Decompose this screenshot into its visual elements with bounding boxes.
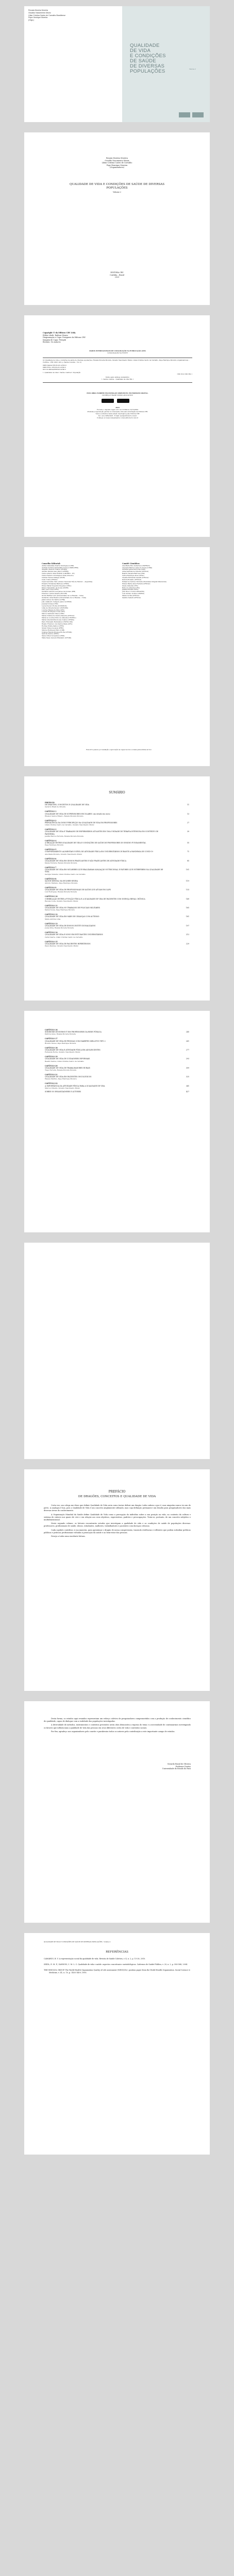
contents-title: QUALIDADE DE VIDA DE CUIDADORES INFORMAIS	[45, 1058, 90, 1060]
references-page	[24, 1933, 210, 2155]
board-member: Guillermo Arias Beatón (Universidade de La Havana – Cuba)	[42, 597, 87, 599]
contents-page-number: 71	[187, 851, 189, 853]
contents-heading-wrap	[45, 791, 189, 794]
contents-page-1	[24, 776, 210, 1001]
contents-page-number: 213	[186, 934, 189, 936]
signature-title: Professor Doutor	[175, 1765, 191, 1768]
board-member: Jailson Alves dos Santos (UFRJ)	[42, 599, 65, 601]
contents-chapter-label: CAPÍTULO 7	[45, 867, 57, 869]
editorial-board	[42, 563, 116, 639]
contents-chapter-label: CAPÍTULO 17	[45, 1038, 58, 1040]
board-member: Ana Maria Rico Gutierrez (UNIFRAN)	[122, 564, 150, 567]
app-promo	[43, 393, 192, 397]
contents-chapter-label: CAPÍTULO 12	[45, 913, 58, 916]
board-member: Janaína Rozana (UFG)	[122, 588, 139, 591]
contents-entry[interactable]	[45, 1029, 189, 1035]
board-member: João Bosco Costa (UNIVATES)	[122, 590, 144, 593]
board-member: Elizete Maria Alves Ferreira (UFSCar)	[122, 582, 151, 585]
contents-page-number: 133	[186, 889, 189, 891]
contents-page-number: 293	[186, 1058, 189, 1060]
copyright-block	[43, 332, 192, 344]
contents-authors: Gerardo Brasil de Oliveira	[45, 806, 66, 808]
contents-chapter-label: CAPÍTULO 8	[45, 877, 57, 880]
cover-author: Lilian Cristina Castro de Carvalho Brasiliense	[28, 14, 66, 16]
contents-entry[interactable]	[45, 867, 189, 875]
editor-name: Pepe Henrique Moreira	[106, 164, 128, 166]
board-member: Aldira Guimarães Duarte Domínguez (UNB)	[42, 564, 74, 567]
board-member: Maria Cecília (UFSCar)	[122, 595, 140, 597]
contents-entry[interactable]	[45, 858, 189, 864]
contents-authors: Daniel Souza, Pepe Henrique Moreira	[45, 909, 75, 911]
cover-page	[24, 6, 210, 122]
board-member: Carlos Henrique Alves (UFAL)	[122, 574, 144, 577]
running-head-text: QUALIDADE DE VIDA E CONDIÇÕES DE SAÚDE DE DIVERSAS POPULAÇÕES - Volume 2	[44, 1941, 111, 1943]
contents-chapter-label: CAPÍTULO 14	[45, 931, 58, 934]
reference-item: CAMARGO, B. V. A representação social da qualidade de vida. Revista de Saúde Coletiva, v. 4, n. 2, p. 15-28, 2010.	[44, 1958, 146, 1960]
contents-entry[interactable]	[45, 931, 189, 938]
app-note: CONHEÇA E BAIXE NOSSO APLICATIVO!	[102, 394, 133, 396]
series-logo	[192, 112, 204, 117]
contents-chapter-label: CAPÍTULO 20	[45, 1064, 58, 1067]
contents-authors: Fernanda Rocha, Osvaldo Nascimento Muniz	[45, 1051, 80, 1054]
rights-year: 2023	[115, 406, 120, 409]
board-member: Antônio Pereira Gaio Júnior (UFRRJ)	[42, 570, 69, 573]
references-heading: REFERÊNCIAS	[106, 1951, 128, 1954]
preface-heading-wrap	[45, 1490, 189, 1499]
board-member: Élsio José Corá (UFFS)	[42, 588, 59, 591]
board-member: Lourdes Helena da Silva (UFV)	[42, 608, 65, 611]
contents-title: A RELAÇÃO ENTRE QUALIDADE DE VIDA E CONDIÇÕES DE SAÚDE DE PROFESSORES DO ENSINO FUNDAMENTAL	[45, 842, 146, 844]
board-member: Edmarcus Cardoso Ferreira (Faculdade Integral Diferencial)	[122, 580, 166, 583]
contents-authors: Elielson Santos Ribeiro, Renata Moreira Moreira	[45, 815, 83, 817]
rights-deposit: Foi feito o depósito legal conf. Lei 10.994 de 14/12/2004	[96, 408, 139, 411]
contents-authors: Carla Duarte, Lilian Cristina Castro de Carvalho	[45, 936, 83, 938]
board-member: Sandra Castelli (UFSCar)	[122, 597, 141, 599]
preface-paragraph: Desta forma, os estudos aqui reunidos representam um esforço coletivo de pesquisadores comprometidos com a produção de conhecimento científico de qualidade, capaz de dialogar com a realidade das populações investigadas.	[44, 1718, 191, 1723]
cover-title-line: DE VIDA	[130, 48, 151, 54]
contents-chapter-label: PREFÁCIO	[45, 802, 55, 804]
board-member: Carlos Federico Dominguez Avila (Unieuro)	[42, 574, 74, 577]
contents-entry[interactable]	[45, 1082, 189, 1089]
contents-entry[interactable]	[45, 849, 189, 855]
board-page	[24, 547, 210, 766]
publisher: EDITORA CRV	[110, 272, 124, 274]
contents-entry[interactable]	[45, 840, 189, 846]
preface-paragraph: A Organização Mundial da Saúde define Qualidade de Vida como a percepção do indivíduo sobre a sua posição na vida, no contexto da cultura e sistema de valores nos quais ele vive e em relação aos seus objetivos, expectativas, padrões e preocupações. Trata-se, portanto, de um conceito subjetivo e multidimensional.	[44, 1513, 191, 1521]
contents-entry[interactable]	[45, 828, 189, 837]
contents-page-number: 341	[186, 1084, 189, 1087]
contents-page-number: 101	[186, 869, 189, 871]
rights-block	[43, 407, 192, 419]
title-page	[24, 132, 210, 305]
contents-entry[interactable]	[45, 1047, 189, 1053]
board-member: Claudia Fernanda Casselli (UFSCar)	[122, 577, 149, 579]
board-member: Tadeu Oliver Gonçalves (UFPA)	[42, 635, 65, 637]
peer-review-note	[42, 749, 196, 751]
contents-entry[interactable]	[45, 802, 189, 808]
contents-title: A IMPORTÂNCIA DA ATIVIDADE FÍSICA PARA A QUALIDADE DE VIDA	[45, 1084, 105, 1087]
board-member: Tânia Suely Azevedo Brasileiro (UFOPA)	[42, 637, 72, 639]
contents-title: QUALIDADE DE VIDA E ATIVIDADE FÍSICA EM ADOLESCENTES	[45, 1049, 101, 1052]
contents-entry[interactable]	[45, 905, 189, 911]
contents-title: SINDROME DE BURNOUT EM PROFESSORES DA REDE PÚBLICA	[45, 1031, 102, 1033]
board-member: Renato Francisco dos Santos Paula (UFG)	[42, 622, 73, 625]
preface-paragraph: Cada capítulo contribui, à sua maneira, para aproximar o dragão de nossa compreensão, trazendo evidências e reflexões que podem subsidiar políticas públicas e práticas profissionais voltadas à promoção da saúde e ao bem-estar das pessoas.	[44, 1529, 191, 1534]
contents-title: QUALIDADE DE VIDA E TRABALHO DE ENFERMEIROS ATUANTES EM UMA UNIDADE DE TERAPIA INTENSIVA EM CONTEXTO DE PANDEMIA	[45, 831, 158, 835]
cover-title-line: QUALIDADE	[130, 43, 160, 48]
contents-page-number: 149	[186, 897, 189, 900]
references-heading-wrap	[45, 1951, 189, 1954]
publisher-logo	[179, 112, 190, 117]
contents-title: QUALIDADE DE VIDA DE PACIENTES HIPERTENSOS	[45, 942, 91, 945]
contents-chapter-label: CAPÍTULO 3	[45, 828, 57, 831]
contents-list	[45, 799, 189, 948]
contents-title: QUALIDADE DE VIDA DE IDOSOS INSTITUCIONALIZADOS	[45, 924, 96, 927]
contents-authors: Geórgia Teixeira, Lilian Cristina Castro de Carvalho	[45, 873, 86, 875]
contents-page-2	[24, 1011, 210, 1232]
board-member: Marcos Sarmento Melo (UFPI)	[42, 613, 64, 615]
reference-item: SEIDL, E. M. F.; ZANNON, C. M. L. C. Qualidade de vida e saúde: aspectos conceituais e metodológicos. Cadernos de Saúde Pública, v. 20, n. 2, p. 580-588, 2004.	[44, 1963, 188, 1965]
contents-authors: Paulo Mendes, Osvaldo Nascimento Muniz	[45, 944, 78, 947]
board-member: Celso Conti (UFSCar)	[42, 578, 58, 581]
title-page-title	[60, 183, 174, 194]
contents-title: PREVALÊNCIA DA DOR E PERCEPÇÃO DA QUALIDADE DE VIDA EM PROFESSORES	[45, 822, 118, 824]
contents-row	[45, 831, 189, 835]
classification: CDU 614 CDD 362.1	[177, 373, 192, 376]
signature-institution: Universidade do Estado do Pará	[162, 1768, 191, 1770]
cover-title-line: POPULAÇÕES	[130, 69, 165, 74]
contents-title: SAÚDE MENTAL NA MULHER NEGRA	[45, 879, 78, 882]
cover-title-line: DE DIVERSAS	[130, 63, 165, 69]
board-member: Cesar Gerónimo Tello (Univer. Nacional Três de Febrero – Argentina)	[42, 580, 93, 583]
contents-authors: Pepe Henrique Moreira	[45, 844, 63, 846]
preface-paragraph: Por fim, agradeço aos organizadores pelo convite e parabenizo todos os autores pela contribuição a este importante campo de estudos.	[51, 1730, 175, 1733]
contents-page-number: 85	[187, 859, 189, 862]
keywords: 1. Qualidade de vida 2. Saúde coletiva 3. População	[43, 371, 81, 374]
board-member: Josania Portela (UFPI)	[42, 602, 58, 605]
contents-title: QUALIDADE DE VIDA EM PACIENTES ONCOLÓGICOS	[45, 1076, 92, 1078]
image-credit: Imagem de Capa: Freepik	[43, 338, 66, 341]
preface-heading: PREFÁCIO	[108, 1490, 126, 1494]
contents-chapter-label: CAPÍTULO 16	[45, 1029, 58, 1031]
index-body: 1. Saúde coletiva – Qualidade de vida 362.1	[101, 378, 134, 381]
contents-page-number: 277	[186, 1049, 189, 1052]
cip-body: Q1 Qualidade de vida e condições de saúde de diversas populações / Renata Moreira Moreira, Osvaldo Nascimento Muniz, Lilian Cristina Castro de Carvalho, Pepe Henrique Moreira (organizadores) – Curitiba : CRV, 2023. 432 p. (Saúde Coletiva – Vol. 2)	[43, 359, 190, 363]
contents-entry[interactable]	[45, 923, 189, 929]
board-member: Eduardo Fernandes Barbosa (UFMG)	[42, 582, 69, 585]
board-member: Lídia de Oliveira Xavier (UNIEURO)	[42, 606, 69, 609]
board-member: Andréia da Silva Quintanilha Sousa (UNIR/UFRN)	[42, 566, 79, 569]
cip-title: DADOS INTERNACIONAIS DE CATALOGAÇÃO NA PUBLICAÇÃO (CIP)	[89, 350, 146, 352]
contents-page-number: 197	[186, 924, 189, 927]
board-member: Anselmo Alencar Colares (UFOPA)	[42, 568, 67, 571]
contents-title: QUALIDADE DE VIDA DE SUPERVISORES ESCOLARES: um estudo em curso	[45, 812, 110, 815]
contents-title: QUALIDADE DE VIDA EM IDOSOS PRATICANTES E NÃO PRATICANTES DE ATIVIDADE FÍSICA	[45, 859, 126, 862]
contents-heading: SUMÁRIO	[109, 791, 125, 794]
contents-chapter-label: CAPÍTULO 9	[45, 887, 57, 889]
contents-chapter-label: CAPÍTULO 4	[45, 839, 57, 842]
contents-entry[interactable]	[45, 941, 189, 947]
board-member: Elione Maria Nogueira Diogenes (UFAL)	[42, 584, 72, 587]
board-member: Simone Rodrigues Pinto (UNB)	[42, 629, 65, 631]
title-page-imprint	[45, 272, 189, 279]
copyright-page	[24, 315, 210, 537]
board-member: Andréia Aparecida Sousa (USP)	[122, 568, 146, 571]
contents-entry[interactable]	[45, 895, 189, 902]
contents-entry[interactable]	[45, 1091, 189, 1093]
board-member: Solange Helena Ximenes-Rocha (UFOPA)	[42, 631, 72, 633]
contents-authors: Antonio Mariano, Pepe Henrique Moreira	[45, 882, 78, 885]
contents-row	[45, 1091, 189, 1093]
website: Conheça os nossos lançamentos: www.editoracrv.com.br	[96, 416, 139, 419]
board-member: Rodrigo Pratte-Santos (UFES)	[42, 624, 64, 627]
contents-page-number: 245	[186, 1031, 189, 1033]
contents-authors: Maria Antônia Lima	[45, 918, 61, 920]
contents-authors: Ravena Costa, Osvaldo Nascimento Muniz	[45, 900, 78, 902]
contents-entry[interactable]	[45, 887, 189, 893]
editor-name: Osvaldo Nascimento Muniz	[105, 159, 129, 162]
index-title: Índice para catálogo sistemático	[105, 376, 130, 379]
contents-page-number: 309	[186, 1066, 189, 1069]
contents-page-number: 325	[186, 1076, 189, 1078]
contents-page-number: 39	[187, 831, 189, 833]
contents-authors: Lilian Cristina Castro de Carvalho, Osvaldo Nascimento Muniz	[45, 824, 94, 826]
board-member: Carlos Alberto Vilar Estêvão (UMINHO – PT)	[42, 572, 75, 575]
cover-author: (Orgs.)	[28, 19, 35, 22]
contents-page-number: 55	[187, 842, 189, 844]
rights-reserved: Todos os direitos desta edição reservados pela: Editora CRV	[95, 412, 140, 415]
running-head	[44, 1941, 191, 1943]
contents-title: QUALIDADE DE VIDA DE PROFISSIONAIS DE SAÚDE QUE ATUAM EM CAPS	[45, 889, 111, 891]
preface-subheading: DE DRAGÕES, CONCEITOS E QUALIDADE DE VIDA	[78, 1495, 156, 1498]
google-play-badge[interactable]	[117, 399, 129, 403]
contents-authors: Ana Paula Moreira, Osvaldo Nascimento Muniz	[45, 853, 82, 855]
isbn-print: ISBN Físico 978-65-251-4796-3	[43, 366, 66, 368]
preface-paragraph: Desejo a todos uma excelente leitura.	[51, 1535, 86, 1538]
editor-name: Renata Moreira Moreira	[106, 157, 128, 159]
contents-chapter-label: CAPÍTULO 21	[45, 1074, 58, 1076]
contents-chapter-label: CAPÍTULO 22	[45, 1082, 58, 1085]
signature-name: Gerardo Brasil de Oliveira	[167, 1763, 191, 1765]
contents-chapter-label: CAPÍTULO 19	[45, 1056, 58, 1058]
board-member: Carmen Tereza Velanga (UNIR)	[42, 577, 65, 579]
contents-page-number: 229	[186, 942, 189, 945]
contents-authors: Marcos Oliveira, Osvaldo Nascimento Muniz	[45, 1087, 80, 1089]
contents-chapter-label: CAPÍTULO 5	[45, 849, 57, 851]
preface-page	[24, 1469, 210, 1691]
rights-prohibited: Proibida a reprodução parcial ou total desta obra sem autorização da Editora CRV	[87, 410, 148, 413]
cover-volume: Volume 2	[189, 68, 196, 70]
contents-authors: Tiago Ferreira, Renata Moreira Moreira	[45, 1069, 77, 1072]
contents-page-number: 165	[186, 907, 189, 909]
contents-entry[interactable]	[45, 810, 189, 817]
contents-page-number: 427	[186, 1090, 189, 1093]
contents-title: DE DRAGÕES, CONCEITOS E QUALIDADE DE VIDA	[45, 804, 89, 806]
board-member: Gloria Fariñas León (Universidade de La Havana – Cuba)	[42, 595, 84, 597]
contents-authors: Jeniffer Barros Ferreira, Renata Moreira Moreira	[45, 835, 83, 837]
contents-title: COMPORTAMENTO ALIMENTAR E NÍVEL DE ATIVIDADE FÍSICA EM UNIVERSITÁRIOS DURANTE A PANDEMIA DE COVID-19	[45, 851, 153, 853]
contents-page-number: 261	[186, 1040, 189, 1042]
contents-chapter-label: CAPÍTULO 10	[45, 895, 58, 898]
place: Curitiba – Brasil	[109, 274, 125, 276]
board-member: Leonel Severo Rocha (UNISINOS)	[42, 604, 67, 607]
editorial-board-title: Conselho Editorial:	[42, 563, 61, 565]
digital-note: ESTA OBRA TAMBÉM ENCONTRA-SE DISPONÍVEL EM FORMATO DIGITAL.	[87, 392, 148, 394]
contents-title: SOBRE OS ORGANIZADORES E AUTORES	[45, 1090, 81, 1093]
doi: DOI 10.24824/978652514796.3	[43, 368, 66, 370]
board-member: Sydione Santos (UEPG)	[42, 633, 59, 635]
book-volume: Volume 2	[113, 191, 121, 194]
cip-header	[43, 350, 192, 354]
editor-role: (Organizadores)	[110, 166, 124, 169]
contents-entry[interactable]	[45, 878, 189, 884]
cover-authors	[28, 9, 65, 22]
board-member: Beatriz Teixeira Barrosa (USP)	[122, 572, 145, 575]
board-member: João Adalberto Campato Junior (UNESP)	[42, 600, 72, 603]
cover-title-line: E CONDIÇÕES	[130, 53, 166, 59]
contents-authors: Beatriz Santos, Lilian Cristina Castro de Carvalho	[45, 1060, 85, 1062]
board-member: Luciano Rodrigues Costa (UFV)	[42, 611, 65, 613]
board-member: Maria de Lourdes Pinto de Almeida (UNOESC)	[42, 617, 76, 619]
contents-entry[interactable]	[45, 820, 189, 826]
editor-chief: Editor-chefe: Railson Moura	[43, 334, 68, 336]
contents-authors: Patrícia Alves, Renata Moreira Moreira	[45, 1033, 76, 1036]
board-member: Francisco Carlos Duarte (PUC-PR)	[42, 592, 67, 595]
copyright: Copyright © da Editora CRV Ltda.	[43, 332, 76, 334]
preface-body	[44, 1504, 191, 1539]
revision-credit: Revisão: Os Autores	[43, 341, 61, 344]
peer-review-text: Este livro passou por avaliação e aprovação às cegas de dois ou mais pareceristas ad hoc.	[86, 749, 152, 751]
board-member: Débora Bonadio (UFSCar)	[122, 578, 142, 581]
board-member: Maria Lília Imbiriba Sousa Colares (UFOPA)	[42, 619, 74, 621]
board-member: Paulo Romualdo Hernandes (UNIFAL-MG)	[42, 620, 73, 623]
contents-entry[interactable]	[45, 1038, 189, 1044]
contents-chapter-label: CAPÍTULO 18	[45, 1046, 58, 1049]
cover-title-line: DE SAÚDE	[130, 58, 156, 64]
editor-name: Lilian Cristina Castro de Carvalho	[102, 162, 132, 164]
scientific-committee-title: Comitê Científico:	[122, 563, 140, 565]
diagram-credit: Diagramação e Capa: Designers da Editora CRV	[43, 336, 86, 339]
cover-author: Osvaldo Nascimento Muniz	[28, 11, 51, 14]
contents-page-number: 11	[187, 804, 189, 806]
title-page-editors	[45, 157, 189, 169]
contents-title: QUALIDADE DE VIDA DE PESSOAS COM DIABETES MELLITUS TIPO 2	[45, 1040, 106, 1042]
contents-chapter-label: CAPÍTULO 15	[45, 940, 58, 943]
preface-paragraph: Certa vez, um colega me disse que definir Qualidade de Vida seria como tentar definir um dragão: todos sabem o que é, mas ninguém nunca viu um de perto. A analogia é boa, pois a Qualidade de Vida é um conceito amplamente utilizado, mas cuja definição permanece um desafio para pesquisadores das mais diversas áreas do conhecimento.	[44, 1504, 191, 1512]
board-member: Fernando Antônio Gonçalves Alcoforado (IPB)	[42, 590, 76, 593]
preface-page-2	[24, 1701, 210, 1923]
board-member: Elizeu Clementino de Souza (UNEB)	[42, 586, 69, 589]
board-member: Luiz Antonio Gomes (UNIRIO)	[122, 592, 144, 595]
preface-paragraph: A diversidade de métodos, instrumentos e contextos presentes nesta obra demonstra a riqueza do tema e a necessidade de continuarmos investigando os fatores que influenciam a qualidade de vida das pessoas em seus diferentes ciclos de vida e contextos sociais.	[44, 1724, 191, 1729]
blank-page	[24, 1243, 210, 1459]
contents-entry[interactable]	[45, 1074, 189, 1080]
preface-paragraph: Neste segundo volume, os leitores encontrarão estudos que investigam a qualidade de vida e as condições de saúde de populações diversas: professores, profissionais de saúde, idosos, estudantes, mulheres, trabalhadores e pacientes com doenças crônicas.	[44, 1522, 191, 1528]
contents-title: QUALIDADE DE VIDA EM MÃES DE CRIANÇAS COM AUTISMO	[45, 916, 99, 918]
preface-signature	[44, 1763, 191, 1770]
reference-item: THE WHOQOL GROUP. The World Health Organization Quality of Life assessment (WHOQOL): position paper from the World Health Organization. Social Science & Medicine, v. 41, n. 10, p. 1403-1409, 1995.	[44, 1969, 190, 1974]
preface-body-continued	[44, 1718, 191, 1734]
contents-title: CORRELAÇÃO ENTRE A FUNÇÃO FÍSICA E A QUALIDADE DE VIDA DE PACIENTES COM DOENÇA RENAL CRÔNICA	[45, 897, 145, 900]
references-list	[44, 1958, 191, 1977]
contents-page-number: 27	[187, 822, 189, 824]
contents-page-number: 119	[186, 879, 189, 882]
year: 2023	[114, 276, 120, 279]
contents-entry[interactable]	[45, 1065, 189, 1071]
board-member: Ana Sara Barros Lemes de Souza (UEPA)	[122, 566, 153, 569]
cover-author: Renata Moreira Moreira	[28, 9, 48, 11]
contents-chapter-label: CAPÍTULO 11	[45, 904, 58, 907]
contents-authors: Luiz Rodrigues, Renata Moreira Moreira	[45, 891, 77, 893]
contents-title: QUALIDADE DE VIDA DE TRABALHADORES RURAIS	[45, 1066, 90, 1069]
cip-subtitle: CATALOGAÇÃO NA FONTE	[107, 351, 128, 354]
contents-authors: Helena Martins, Pepe Henrique Moreira	[45, 1078, 77, 1080]
contents-title: QUALIDADE DE VIDA EM MULHERES QUE REALIZARAM AVALIAÇÃO NUTRICIONAL E FATORES QUE INTERFEREM NA QUALIDADE DE VIDA	[45, 869, 163, 873]
board-member: Maria Cristina dos Santos Bezerra (UFSCar)	[42, 615, 75, 617]
contents-chapter-label: CAPÍTULO 1	[45, 810, 57, 813]
cover-author: Pepe Henrique Moreira	[28, 16, 48, 19]
contents-authors: Kássia Ferreira, Renata Moreira Moreira	[45, 862, 77, 865]
contents-chapter-label: CAPÍTULO 6	[45, 857, 57, 860]
isbn-digital: ISBN Digital 978-65-251-4795-6	[43, 364, 66, 366]
contents-chapter-label: CAPÍTULO 2	[45, 819, 57, 822]
board-member: Sérgio Nunes de Jesus (IFRO)	[42, 626, 64, 629]
contents-entry[interactable]	[45, 1056, 189, 1062]
scientific-committee	[122, 563, 197, 599]
contents-page-number: 13	[187, 812, 189, 815]
board-member: Gisele Almeida (UFG)	[122, 584, 138, 587]
editorial-board-list	[42, 565, 116, 640]
contents-list-continued	[45, 1026, 189, 1094]
contact: Tel.: (41) 3039-6418 - E-mail: sac@editoracrv.com.br	[98, 414, 137, 417]
contents-chapter-label: CAPÍTULO 13	[45, 922, 58, 925]
contents-row	[45, 869, 189, 873]
book-title: QUALIDADE DE VIDA E CONDIÇÕES DE SAÚDE DE DIVERSAS POPULAÇÕES	[69, 183, 165, 190]
contents-entry[interactable]	[45, 913, 189, 920]
contents-authors: Ricardo Nunes, Pepe Henrique Moreira	[45, 1042, 76, 1044]
app-store-badge[interactable]	[102, 399, 114, 403]
cip-card	[43, 358, 192, 383]
contents-title: QUALIDADE DE VIDA E SONO EM ESTUDANTES UNIVERSITÁRIOS	[45, 934, 103, 936]
contents-authors: Joana Silva, Renata Moreira Moreira	[45, 927, 74, 929]
board-member: Anna Gabriela de Oliveira (UFSCar)	[122, 570, 149, 573]
scientific-committee-list	[122, 565, 197, 599]
contents-title: QUALIDADE DE VIDA NO TRABALHO DE POLICIAIS MILITARES	[45, 907, 100, 909]
contents-page-number: 181	[186, 916, 189, 918]
board-member: Hélio de Almeida (UFG)	[122, 586, 140, 589]
